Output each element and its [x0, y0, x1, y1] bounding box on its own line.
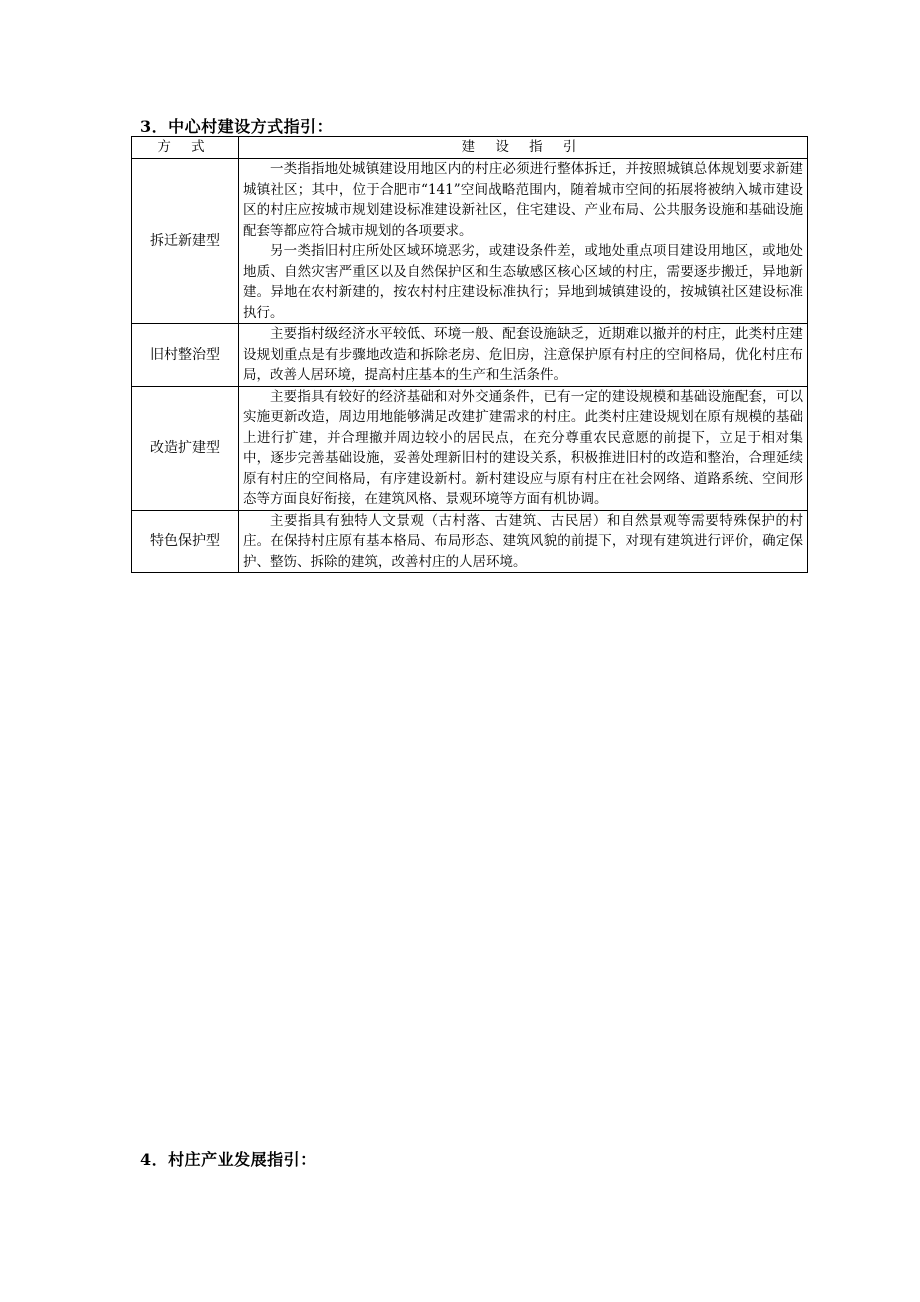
header-guide: 建 设 指 引 [239, 137, 808, 159]
header-method: 方 式 [132, 137, 239, 159]
table-row [132, 324, 808, 387]
construction-guide-table [131, 136, 808, 573]
guide-paragraph: 另一类指旧村庄所处区域环境恶劣，或建设条件差，或地处重点项目建设用地区，或地处地质、自然灾害严重区以及自然保护区和生态敏感区核心区域的村庄，需要逐步搬迁，异地新建。异地在农村新建的，按农村村庄建设标准执行；异地到城镇建设的，按城镇社区建设标准执行。 [243, 243, 803, 321]
table-row [132, 510, 808, 573]
guide-paragraph: 主要指具有独特人文景观（古村落、古建筑、古民居）和自然景观等需要特殊保护的村庄。在保持村庄原有基本格局、布局形态、建筑风貌的前提下，对现有建筑进行评价，确定保护、整饬、拆除的建筑，改善村庄的人居环境。 [243, 512, 803, 570]
section-4-heading: 4．村庄产业发展指引： [140, 1150, 317, 1169]
method-cell: 拆迁新建型 [132, 159, 239, 324]
method-cell: 改造扩建型 [132, 386, 239, 510]
guide-cell [239, 386, 808, 510]
guide-paragraph: 主要指具有较好的经济基础和对外交通条件，已有一定的建设规模和基础设施配套，可以实施更新改造，周边用地能够满足改建扩建需求的村庄。此类村庄建设规划在原有规模的基础上进行扩建，并合理撤并周边较小的居民点，在充分尊重农民意愿的前提下，立足于相对集中，逐步完善基础设施，妥善处理新旧村的建设关系，积极推进旧村的改造和整治，合理延续原有村庄的空间格局，有序建设新村。新村建设应与原有村庄在社会网络、道路系统、空间形态等方面良好衔接，在建筑风格、景观环境等方面有机协调。 [243, 388, 803, 507]
guide-cell [239, 510, 808, 573]
table-row [132, 386, 808, 510]
guide-cell [239, 324, 808, 387]
method-cell: 旧村整治型 [132, 324, 239, 387]
guide-cell [239, 159, 808, 324]
section-3-heading: 3．中心村建设方式指引： [140, 117, 334, 136]
guide-paragraph: 一类指指地处城镇建设用地区内的村庄必须进行整体拆迁，并按照城镇总体规划要求新建城镇社区；其中，位于合肥市“141”空间战略范围内，随着城市空间的拓展将被纳入城市建设区的村庄应按城市规划建设标准建设新社区，住宅建设、产业布局、公共服务设施和基础设施配套等都应符合城市规划的各项要求。 [243, 161, 803, 239]
method-cell: 特色保护型 [132, 510, 239, 573]
table-header-row [132, 137, 808, 159]
table-row [132, 159, 808, 324]
guide-paragraph: 主要指村级经济水平较低、环境一般、配套设施缺乏，近期难以撤并的村庄，此类村庄建设规划重点是有步骤地改造和拆除老房、危旧房，注意保护原有村庄的空间格局，优化村庄布局，改善人居环境，提高村庄基本的生产和生活条件。 [243, 326, 803, 383]
